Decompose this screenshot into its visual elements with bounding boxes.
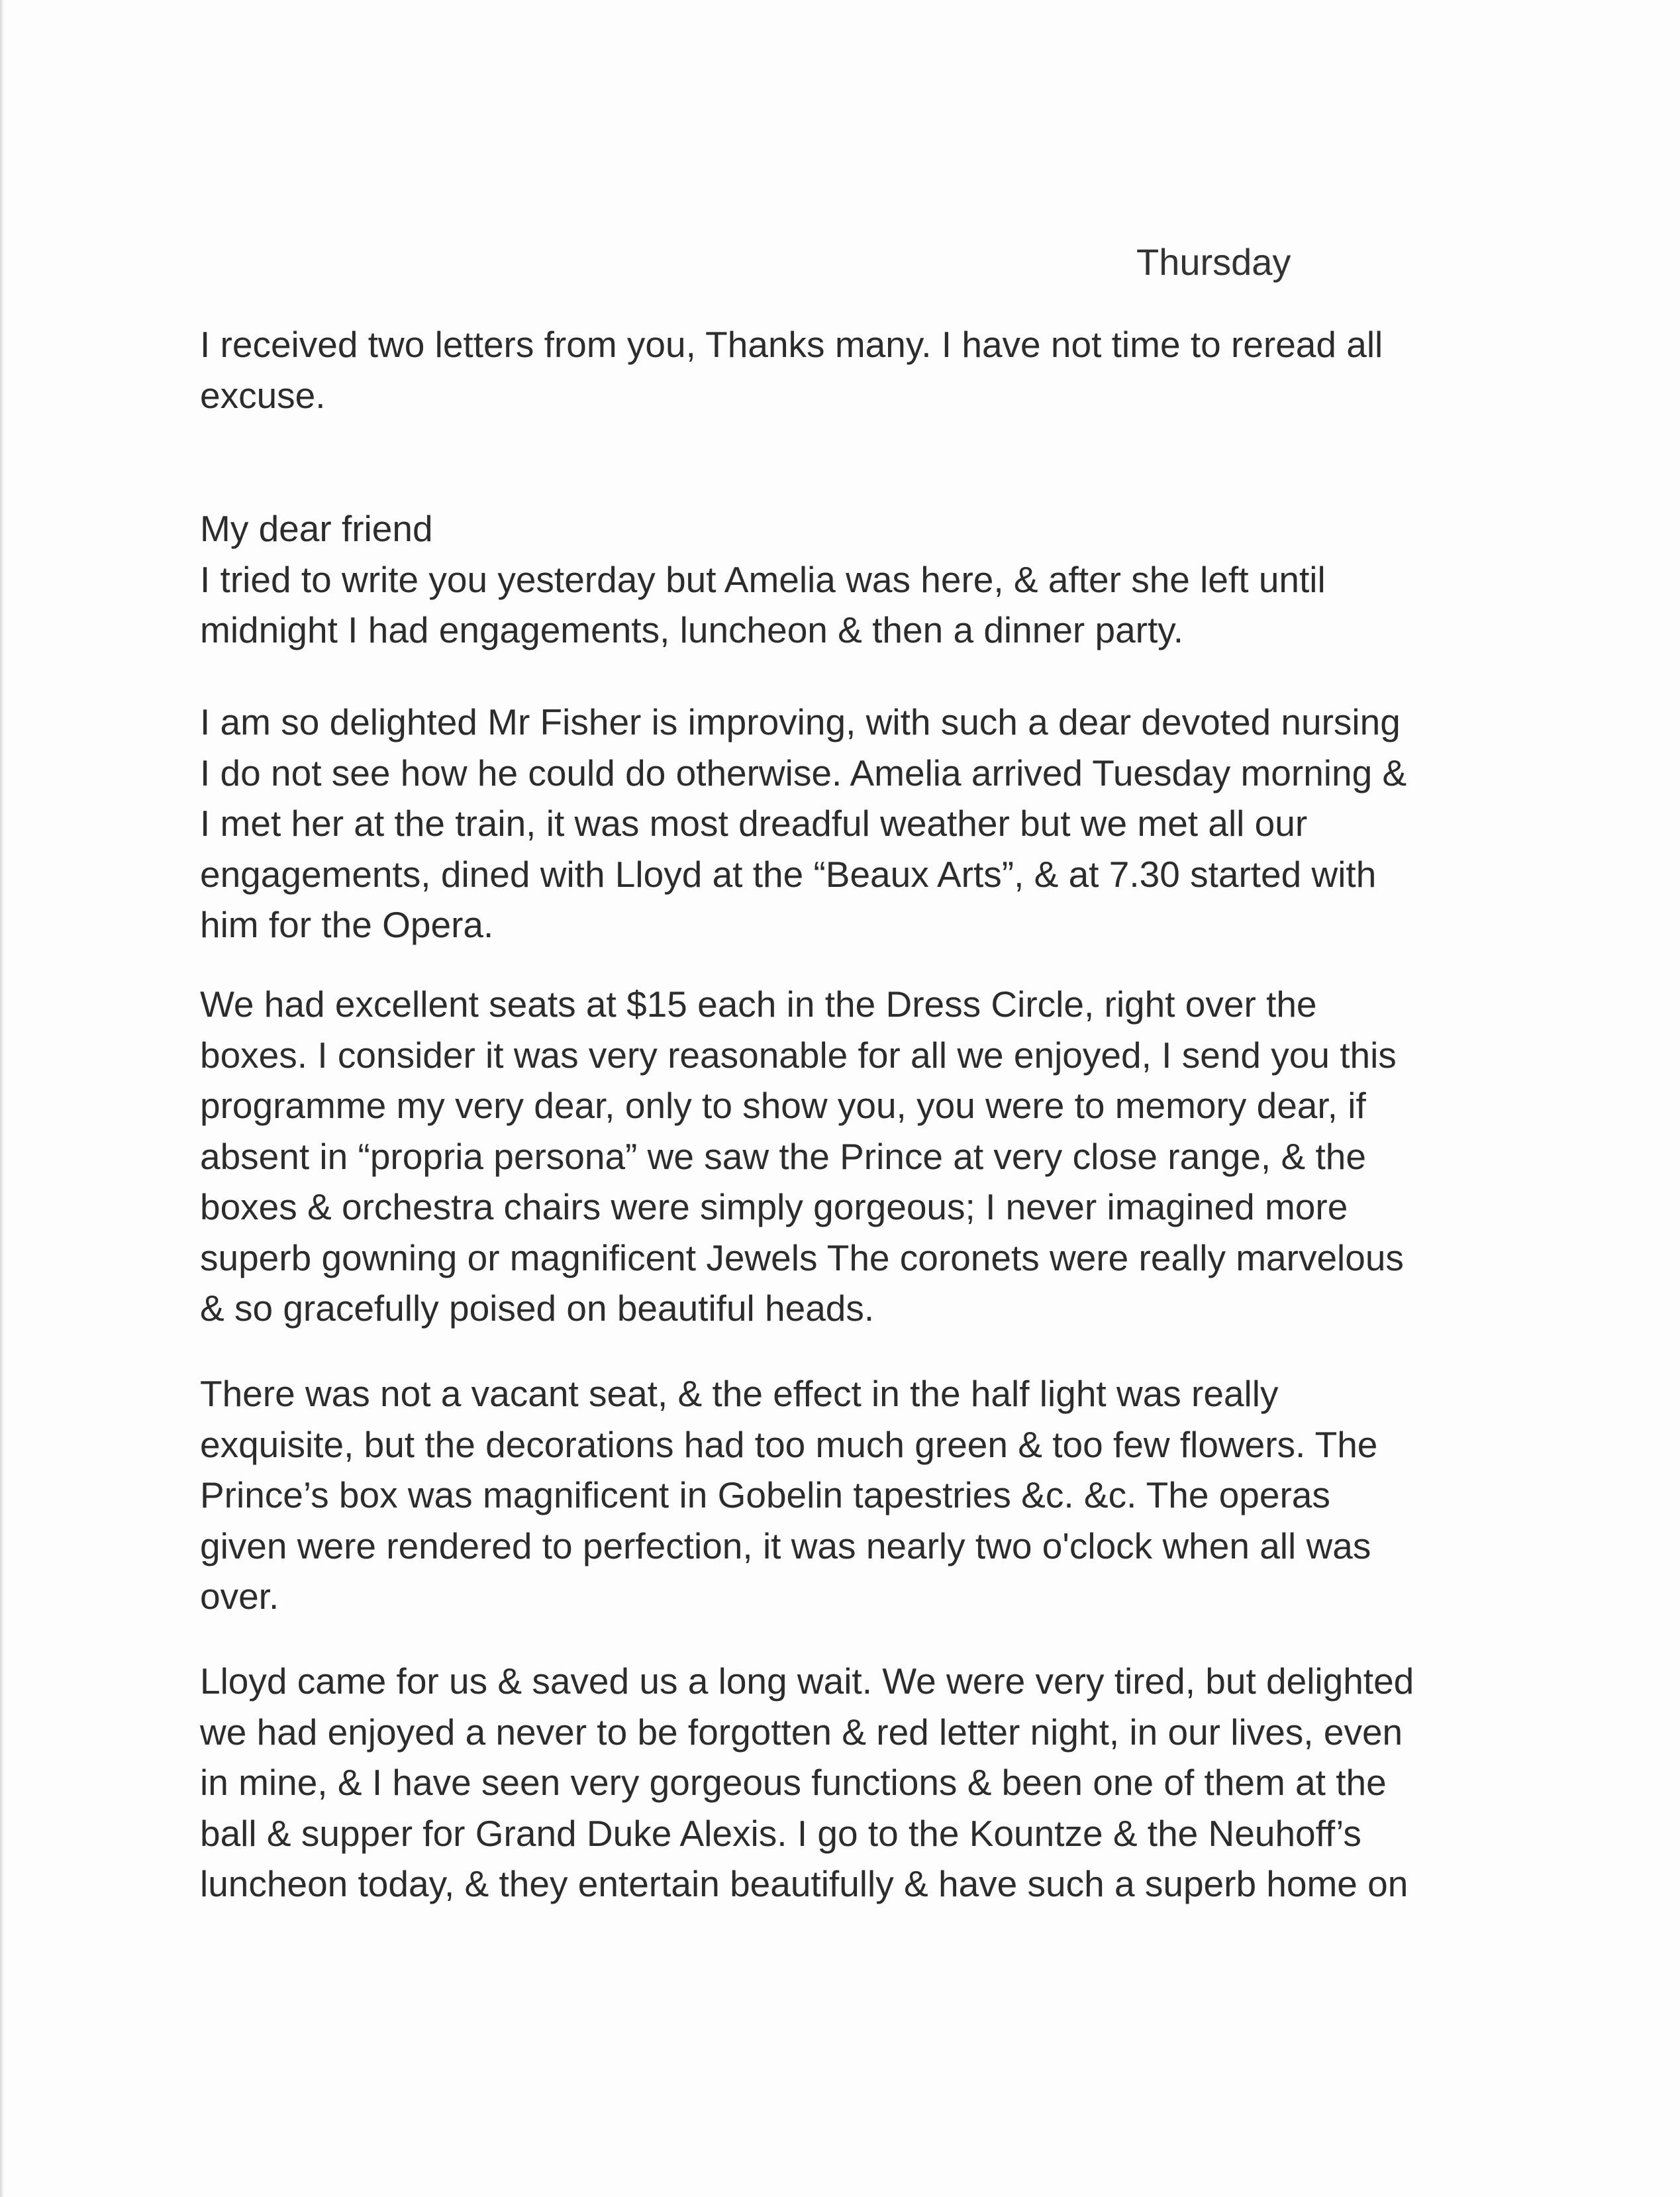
paragraph-line: boxes & orchestra chairs were simply gorgeous; I never imagined more: [200, 1186, 1348, 1227]
paragraph-line: exquisite, but the decorations had too much green & too few flowers. The: [200, 1423, 1378, 1465]
paragraph-line: I am so delighted Mr Fisher is improving, with such a dear devoted nursing: [200, 701, 1401, 742]
paragraph-opera-seats: [200, 979, 1498, 1334]
paragraph-mr-fisher: [200, 697, 1498, 950]
postscript-line: excuse.: [200, 374, 326, 416]
opening-line: I tried to write you yesterday but Amelia was here, & after she left until: [200, 558, 1326, 600]
paragraph-line: boxes. I consider it was very reasonable for all we enjoyed, I send you this: [200, 1034, 1397, 1076]
salutation: My dear friend: [200, 508, 433, 549]
opening-line: midnight I had engagements, luncheon & then a dinner party.: [200, 609, 1183, 650]
paragraph-decorations: [200, 1368, 1498, 1622]
paragraph-line: programme my very dear, only to show you, you were to memory dear, if: [200, 1085, 1366, 1126]
postscript-line: I received two letters from you, Thanks many. I have not time to reread all: [200, 324, 1383, 365]
paragraph-line: I met her at the train, it was most dreadful weather but we met all our: [200, 803, 1308, 844]
paragraph-line: There was not a vacant seat, & the effect in the half light was really: [200, 1373, 1279, 1414]
paragraph-line: given were rendered to perfection, it was nearly two o'clock when all was: [200, 1525, 1371, 1566]
paragraph-line: engagements, dined with Lloyd at the “Beaux Arts”, & at 7.30 started with: [200, 853, 1377, 895]
paragraph-line: & so gracefully poised on beautiful heads.: [200, 1288, 875, 1329]
paragraph-lloyd: [200, 1656, 1498, 1910]
paragraph-line: over.: [200, 1576, 279, 1617]
paragraph-line: Prince’s box was magnificent in Gobelin tapestries &c. &c. The operas: [200, 1474, 1330, 1515]
greeting-section: [200, 503, 1498, 656]
paragraph-line: Lloyd came for us & saved us a long wait. We were very tired, but delighted: [200, 1661, 1414, 1702]
paragraph-line: we had enjoyed a never to be forgotten & red letter night, in our lives, even: [200, 1711, 1403, 1753]
paragraph-line: We had excellent seats at $15 each in the Dress Circle, right over the: [200, 984, 1317, 1025]
postscript-note: [200, 319, 1498, 421]
paragraph-line: absent in “propria persona” we saw the Prince at very close range, & the: [200, 1135, 1366, 1177]
paragraph-line: I do not see how he could do otherwise. Amelia arrived Tuesday morning &: [200, 752, 1407, 793]
paragraph-line: ball & supper for Grand Duke Alexis. I go to the Kountze & the Neuhoff’s: [200, 1812, 1361, 1854]
paragraph-line: him for the Opera.: [200, 904, 494, 945]
scan-edge-shadow: [0, 0, 4, 2197]
paragraph-line: superb gowning or magnificent Jewels The coronets were really marvelous: [200, 1237, 1404, 1278]
paragraph-line: luncheon today, & they entertain beautifully & have such a superb home on: [200, 1863, 1408, 1904]
letter-date: Thursday: [1136, 241, 1291, 283]
paragraph-line: in mine, & I have seen very gorgeous functions & been one of them at the: [200, 1762, 1387, 1803]
